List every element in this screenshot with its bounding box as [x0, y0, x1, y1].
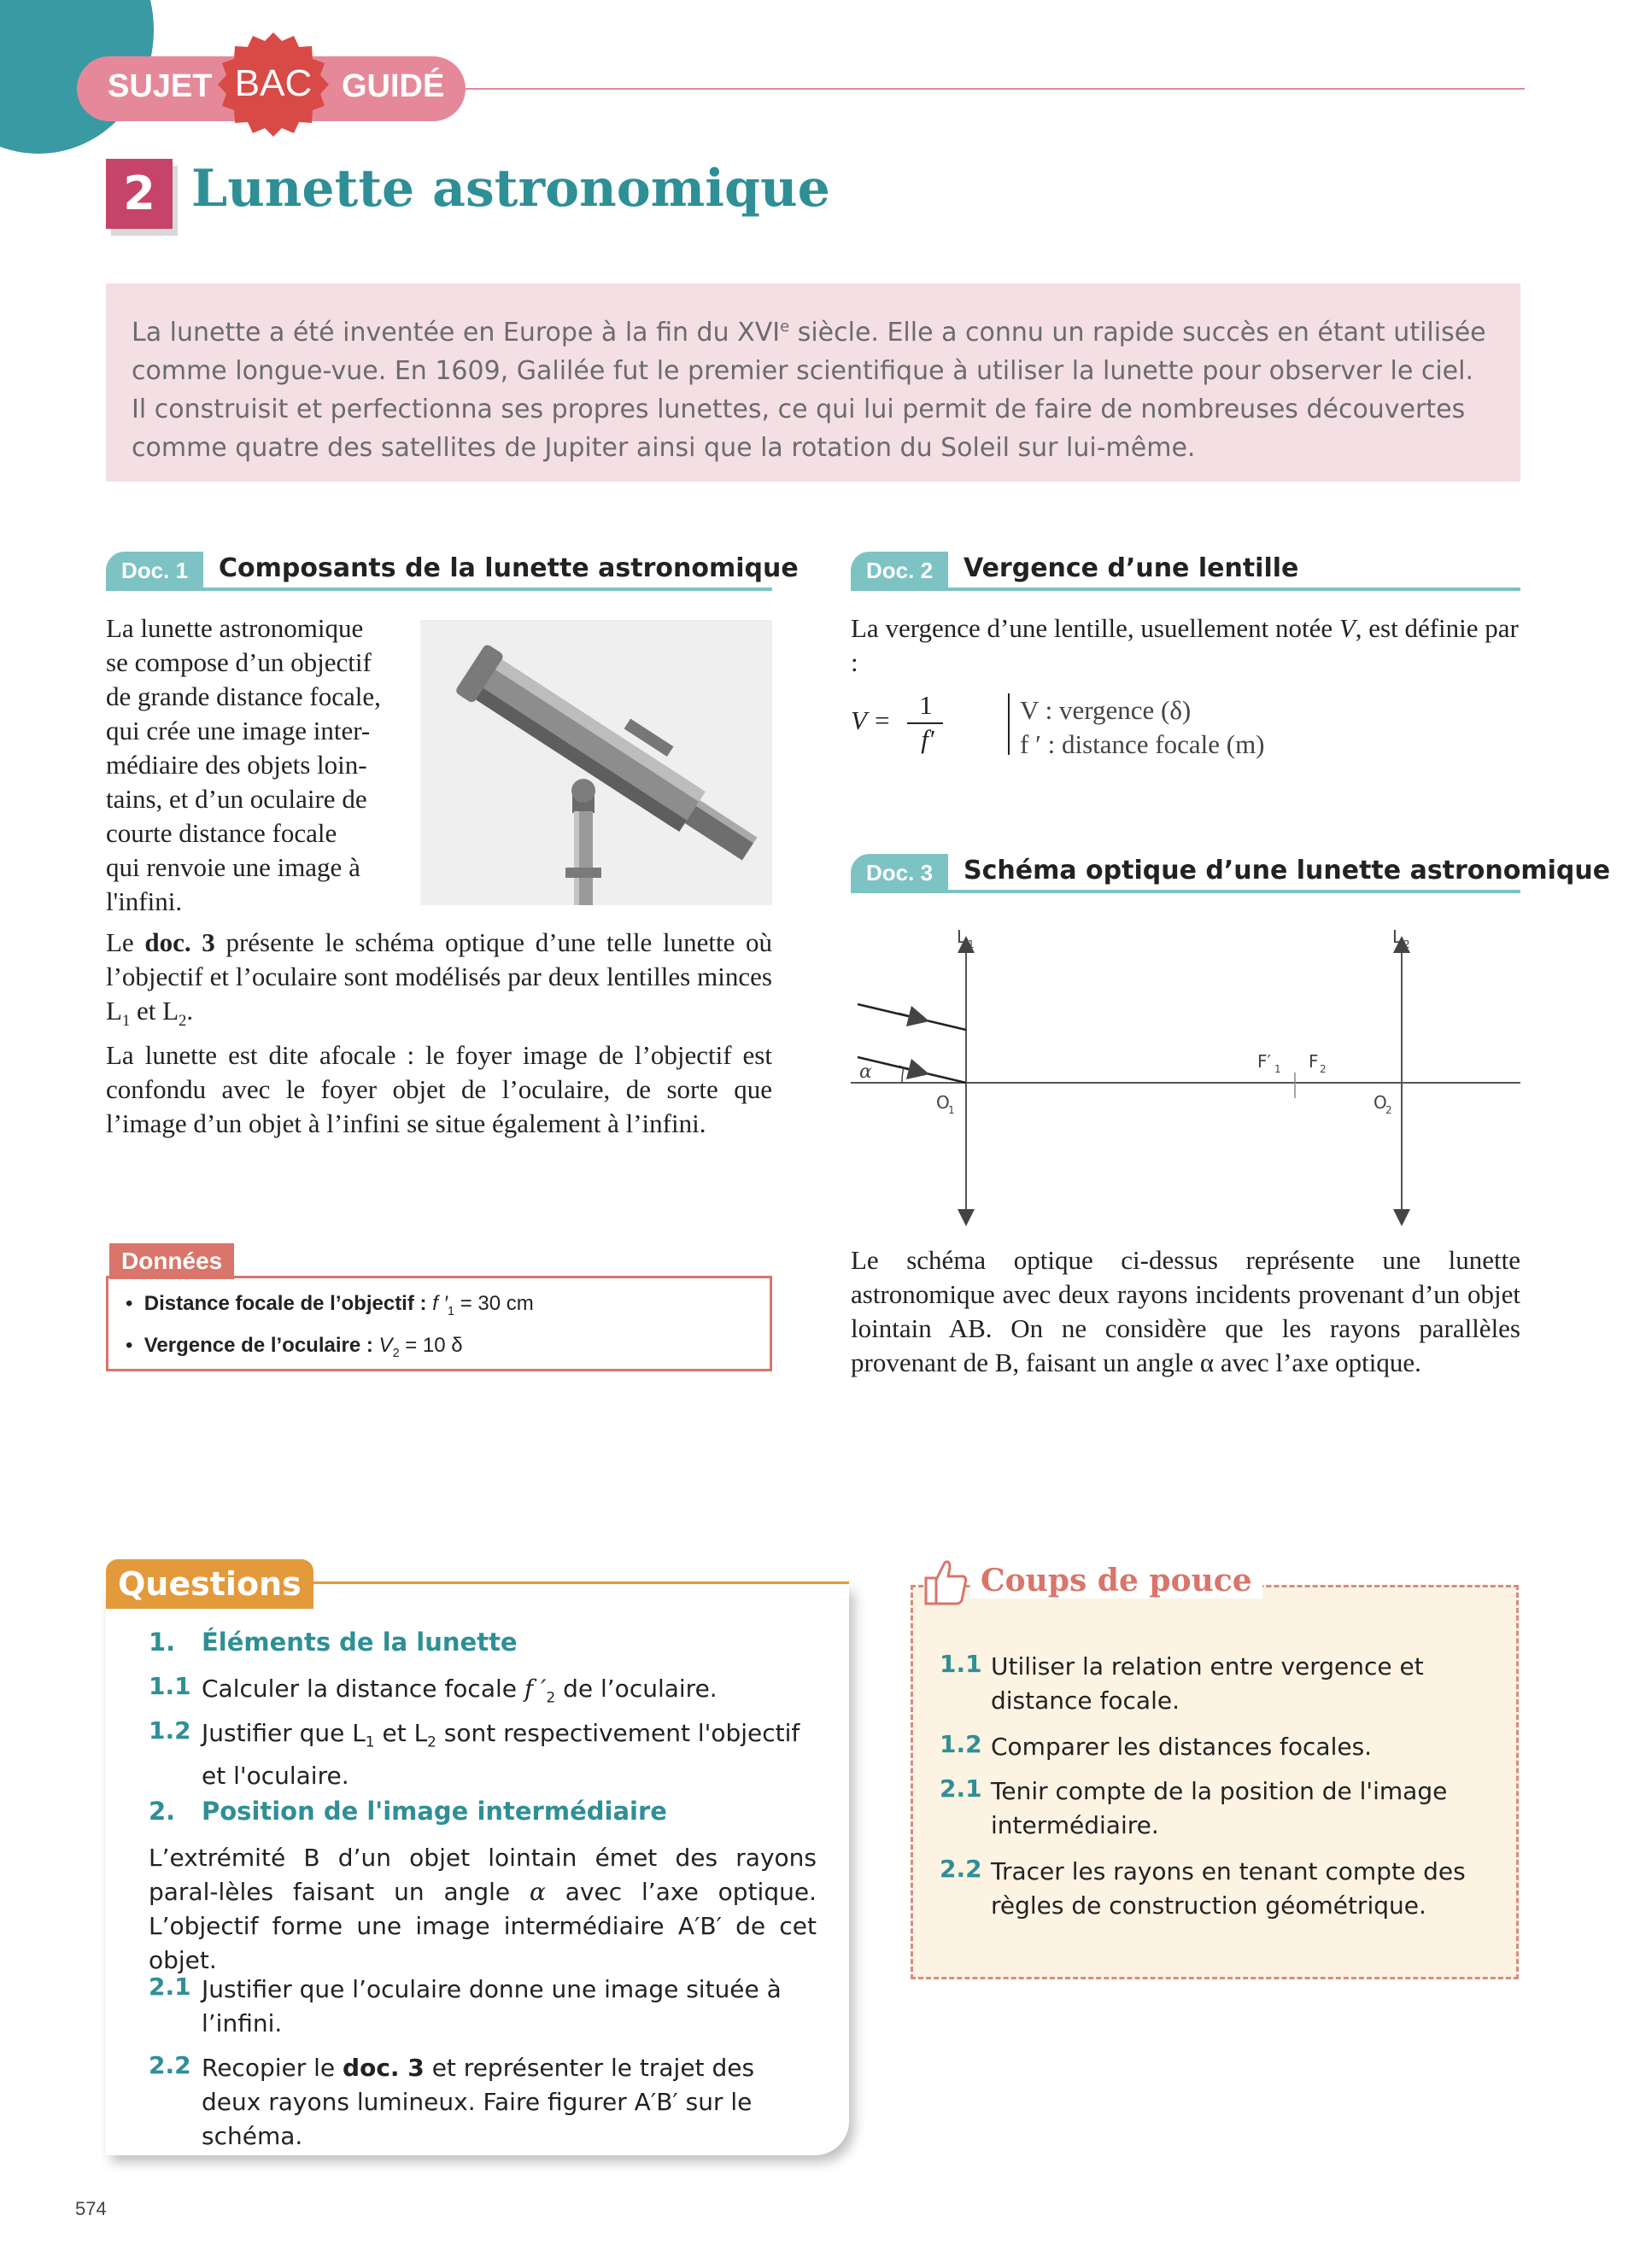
q12-text [202, 1716, 817, 1793]
ray-1-arrow [899, 1014, 919, 1019]
legend-vergence: V : vergence (δ) [1020, 695, 1192, 725]
q12-sub: 1 [365, 1733, 375, 1751]
q11-text [202, 1672, 817, 1715]
doc1-line: qui renvoie une image à [106, 852, 360, 882]
q2-intro [149, 1841, 817, 1978]
exercise-number: 2 [123, 167, 155, 220]
label-f1: F′ [1257, 1051, 1272, 1072]
doc1-line: qui crée une image inter- [106, 716, 371, 745]
label-o1-sub: 1 [948, 1104, 955, 1116]
doc1-title: Composants de la lunette astronomique [219, 553, 799, 583]
doc1-sub: 1 [121, 1012, 131, 1031]
donnees-value: = 10 δ [399, 1333, 463, 1357]
doc2-text [851, 611, 1520, 680]
doc1-p2-text: Le [106, 927, 145, 957]
q2-title: Position de l'image intermédiaire [202, 1797, 667, 1826]
doc1-tab: Doc. 1 [106, 552, 203, 589]
pouce-text: Comparer les distances focales. [991, 1733, 1373, 1761]
q11-symbol: f ′ [524, 1675, 547, 1703]
doc1-paragraph-3: La lunette est dite afocale : le foyer image de l’objectif est confondu avec le foyer objet de l’oculaire, de sorte que l’image d’un objet à l’infini se situe également à l’infini. [106, 1040, 772, 1138]
pouce-num: 2.1 [940, 1774, 982, 1803]
pouce-num: 2.2 [940, 1855, 982, 1883]
doc2-rule [851, 587, 1520, 591]
doc1-sub: 2 [179, 1012, 187, 1031]
doc3-tab: Doc. 3 [851, 854, 948, 891]
donnees-box [106, 1276, 772, 1371]
doc2-text-a: La vergence d’une lentille, usuellement notée [851, 613, 1339, 643]
label-l2: L [1392, 926, 1403, 947]
label-o2: O [1374, 1092, 1387, 1113]
q12-text-c: sont respectivement l'objectif et l'oculaire. [202, 1719, 800, 1790]
thumbs-up-icon [924, 1558, 969, 1607]
label-f1-sub: 1 [1274, 1063, 1281, 1075]
donnees-sub: 2 [392, 1346, 400, 1360]
q2-number: 2. [149, 1797, 176, 1826]
pouce-num: 1.2 [940, 1730, 982, 1758]
questions-rule [282, 1581, 849, 1584]
donnees-tab: Données [109, 1243, 234, 1279]
q22-text-a: Recopier le [202, 2054, 343, 2082]
pouce-text: Tenir compte de la position de l'image intermédiaire. [991, 1777, 1448, 1839]
donnees-label: Distance focale de l’objectif : [144, 1292, 427, 1315]
label-l1-sub: 1 [968, 938, 975, 950]
doc2-symbol: V [1338, 613, 1356, 643]
doc1-line: médiaire des objets loin- [106, 750, 367, 780]
pouce-num: 1.1 [940, 1650, 982, 1678]
q2-alpha: α [530, 1878, 546, 1906]
doc1-line: courte distance focale [106, 818, 337, 848]
doc1-rule [106, 587, 772, 591]
label-o1: O [936, 1092, 950, 1113]
legend-focale: f ′ : distance focale (m) [1020, 729, 1265, 759]
label-o2-sub: 2 [1385, 1104, 1392, 1116]
doc1-line: se compose d’un objectif [106, 647, 372, 677]
donnees-label: Vergence de l’oculaire : [144, 1333, 373, 1357]
doc2-tab: Doc. 2 [851, 552, 948, 589]
q2-intro-b: avec l’axe optique. L’objectif forme une image intermédiaire A′B′ de cet objet. [149, 1878, 817, 1974]
doc1-paragraph-1 [106, 611, 396, 919]
q11-text-a: Calculer la distance focale [202, 1675, 524, 1703]
donnees-symbol: f ′ [432, 1292, 448, 1315]
q22-number: 2.2 [149, 2051, 191, 2079]
label-l1: L [957, 926, 967, 947]
doc1-paragraph-2 [106, 926, 772, 1038]
label-alpha: α [859, 1061, 872, 1083]
doc1-p2-text: et L [130, 996, 179, 1026]
seal-text: BAC [234, 62, 313, 104]
q21-text: Justifier que l’oculaire donne une image située à l’infini. [202, 1975, 782, 2037]
q11-number: 1.1 [149, 1672, 191, 1700]
doc2-title: Vergence d’une lentille [964, 553, 1299, 583]
formula-lhs: V = [851, 705, 892, 735]
q22-doc3-ref: doc. 3 [343, 2054, 425, 2082]
ray-2-arrow [899, 1067, 919, 1072]
pouce-text: Utiliser la relation entre vergence et distance focale. [991, 1652, 1424, 1715]
q22-text-b: et représenter le trajet des deux rayons lumineux. Faire figurer A′B′ sur le schéma. [202, 2054, 755, 2150]
bac-seal-icon [215, 31, 331, 147]
label-f2: F [1309, 1051, 1319, 1072]
doc1-p2-text: . [186, 996, 194, 1026]
q1-title: Éléments de la lunette [202, 1628, 518, 1657]
formula-numerator: 1 [919, 690, 933, 720]
doc1-doc3-ref: doc. 3 [144, 927, 215, 957]
q22-text [202, 2051, 817, 2154]
doc1-line: La lunette astronomique [106, 613, 364, 643]
intro-box [106, 284, 1520, 482]
coups-de-pouce-title: Coups de pouce [970, 1563, 1262, 1599]
donnees-symbol: V [378, 1333, 393, 1357]
intro-text-a: La lunette a été inventée en Europe à la fin du XVI [132, 318, 781, 348]
page-number: 574 [75, 2198, 107, 2219]
intro-text-b: siècle. Elle a connu un rapide succès en étant utilisée comme longue-vue. En 1609, Galilée fut le premier scientifique à utiliser la lunette pour observer le ciel. Il construisit et perfectionna ses propres lunettes, ce qui lui permit de faire de nombreuses découvertes comme quatre des satellites de Jupiter ainsi que la rotation du Soleil sur lui-même. [132, 318, 1486, 463]
doc3-caption: Le schéma optique ci-dessus représente une lunette astronomique avec deux rayons incidents provenant d’un objet lointain AB. On ne considère que les rayons parallèles provenant de B, faisant un angle α avec l’axe optique. [851, 1245, 1520, 1377]
donnees-item: • Vergence de l’oculaire : $V_2 = 10$ δ [126, 1333, 463, 1360]
q11-sub: 2 [546, 1688, 556, 1706]
telescope-illustration [420, 620, 772, 905]
donnees-sub: 1 [448, 1304, 455, 1318]
q12-sub: 2 [427, 1733, 436, 1751]
doc1-line: de grande distance focale, [106, 681, 381, 711]
doc1-line: tains, et d’un oculaire de [106, 784, 367, 814]
legend-bar [1008, 693, 1010, 755]
q12-text-a: Justifier que L [202, 1719, 366, 1747]
q11-text-b: de l’oculaire. [555, 1675, 718, 1703]
badge-left-word: SUJET [108, 68, 213, 104]
label-f2-sub: 2 [1320, 1063, 1327, 1075]
doc1-line: l'infini. [106, 886, 183, 916]
optical-diagram [851, 919, 1520, 1226]
donnees-value: = 30 cm [454, 1292, 534, 1315]
questions-tab: Questions [106, 1559, 313, 1609]
donnees-item: • Distance focale de l’objectif : f $'_1 = 30$ cm [126, 1292, 534, 1318]
q1-number: 1. [149, 1628, 176, 1657]
doc3-rule [851, 890, 1520, 893]
formula-denominator: f′ [921, 724, 934, 754]
badge-right-word: GUIDÉ [342, 68, 445, 104]
q12-text-b: et L [374, 1719, 428, 1747]
doc2-text-b: , est définie par : [851, 613, 1519, 677]
q2-intro-a: L’extrémité B d’un objet lointain émet des rayons paral-lèles faisant un angle [149, 1844, 817, 1906]
header-rule [466, 88, 1525, 90]
page-title: Lunette astronomique [191, 159, 830, 219]
q21-number: 2.1 [149, 1973, 191, 2001]
label-l2-sub: 2 [1403, 938, 1410, 950]
q12-number: 1.2 [149, 1716, 191, 1745]
doc3-title: Schéma optique d’une lunette astronomique [964, 856, 1611, 886]
doc1-p2-text: présente le schéma optique d’une telle lunette où l’objectif et l’oculaire sont modélisés par deux lentilles minces L [106, 927, 773, 1026]
intro-sup: e [780, 318, 790, 336]
alpha-arc [902, 1067, 904, 1083]
pouce-text: Tracer les rayons en tenant compte des règles de construction géométrique. [991, 1857, 1466, 1920]
